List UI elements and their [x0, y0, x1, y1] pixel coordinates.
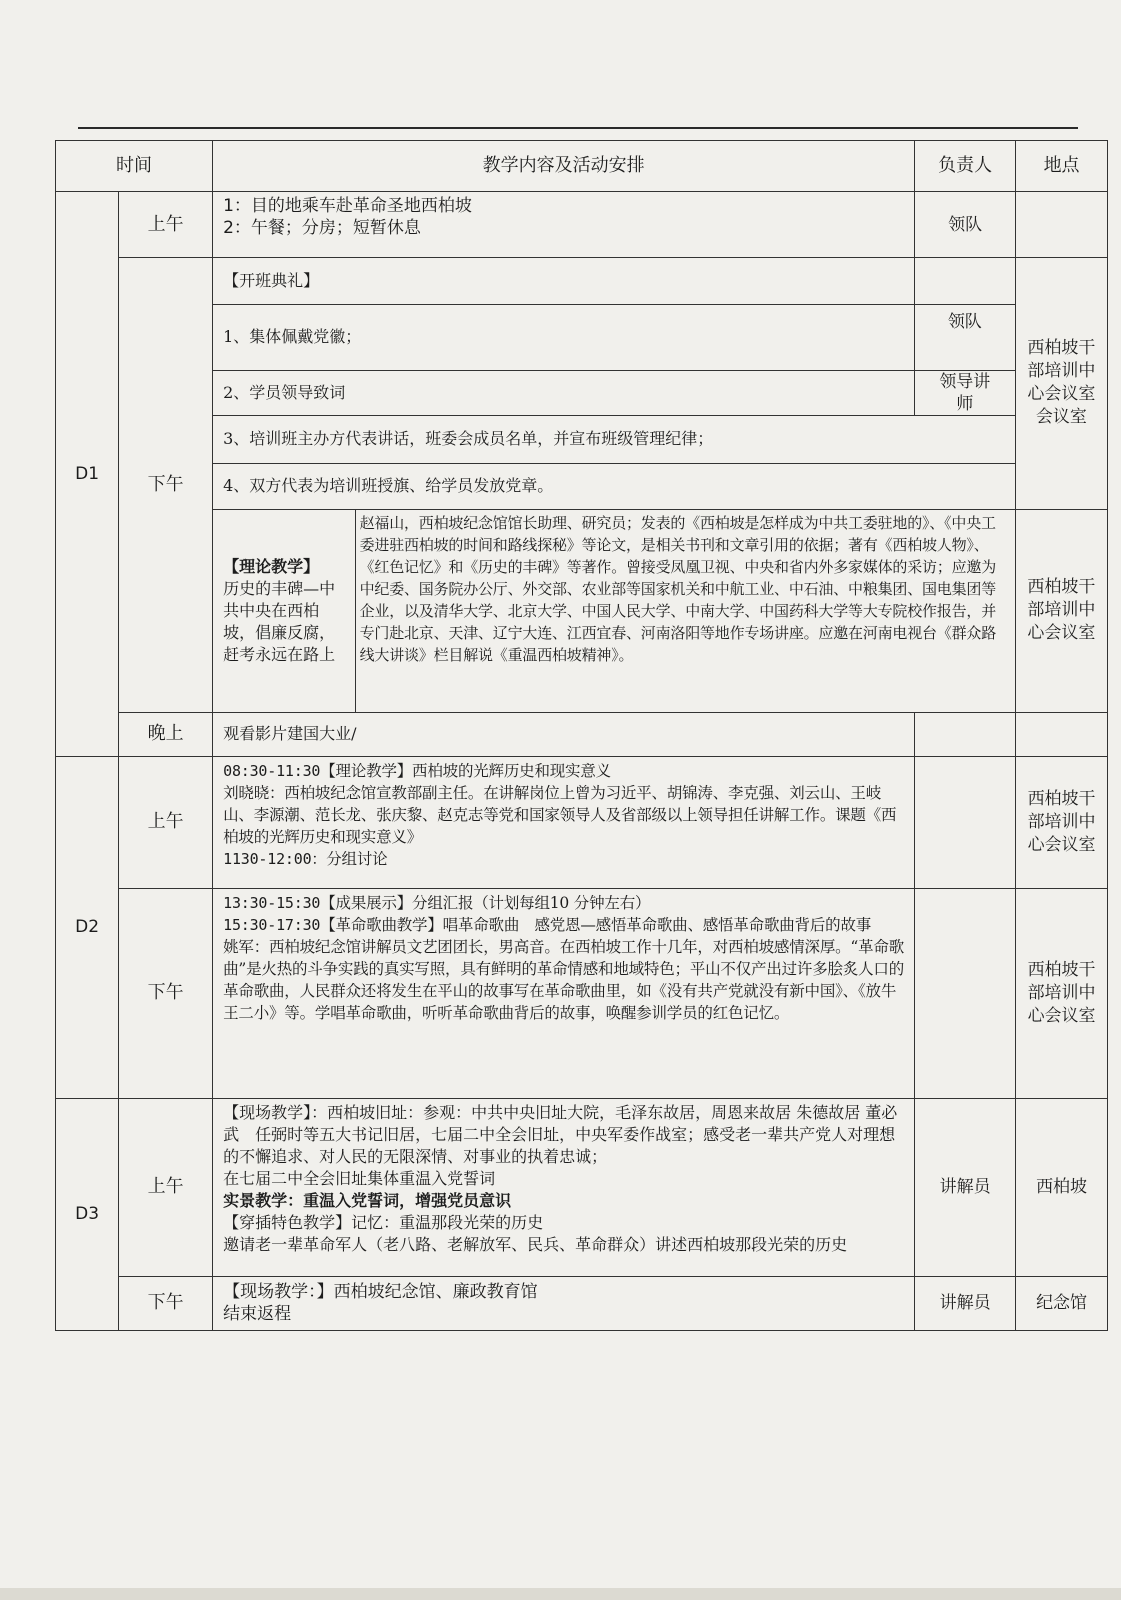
top-rule: [78, 127, 1078, 129]
table-row: [56, 712, 1108, 756]
ceremony-item-2: 2、学员领导致词: [213, 370, 914, 415]
d2-morning-bio: 刘晓晓：西柏坡纪念馆宣教部副主任。在讲解岗位上曾为习近平、胡锦涛、李克强、刘云山、王岐山、李源潮、范长龙、张庆黎、赵克志等党和国家领导人及省部级以上领导担任讲解工作。课题《西柏坡的光辉历史和现实意义》: [223, 783, 897, 846]
theory-title: 【理论教学】: [223, 556, 320, 576]
d2-afternoon-title-2: 【革命歌曲教学】唱革命歌曲 感党恩—感悟革命歌曲、感悟革命歌曲背后的故事: [320, 915, 872, 934]
table-header-row: [56, 141, 1108, 192]
header-time: 时间: [56, 141, 213, 192]
table-row: [56, 756, 1108, 888]
d2-afternoon-bio: 姚军：西柏坡纪念馆讲解员文艺团团长，男高音。在西柏坡工作十几年，对西柏坡感情深厚。“革命歌曲”是火热的斗争实践的真实写照，具有鲜明的革命情感和地域特色；平山不仅产出过许多脍炙人口的革命歌曲，人民群众还将发生在平山的故事写在革命歌曲里，如《没有共产党就没有新中国》、《放牛王二小》等。学唱革命歌曲，听听革命歌曲背后的故事，唤醒参训学员的红色记忆。: [223, 937, 905, 1022]
d2-morning-time-2: 1130-12:00：: [223, 849, 327, 868]
theory-inner: [213, 510, 1015, 712]
theory-label: [213, 510, 355, 712]
ceremony-item-1: 1、集体佩戴党徽；: [213, 304, 914, 370]
d1-morning-location: [1016, 192, 1108, 258]
period-label: 上午: [119, 756, 213, 888]
day-label-d2: D2: [56, 756, 119, 1098]
table-row: [56, 258, 1108, 713]
d3-morning-visit: 【现场教学】：西柏坡旧址：参观：中共中央旧址大院，毛泽东故居，周恩来故居 朱德故居 董必武 任弼时等五大书记旧居，七届二中全会旧址，中央军委作战室；感受老一辈共产党人对理想的不懈追求、对人民的无限深情、对事业的执着忠诚；: [223, 1102, 898, 1166]
d3-morning-feature: 【穿插特色教学】记忆：重温那段光荣的历史: [223, 1212, 544, 1232]
period-label: 下午: [119, 888, 213, 1098]
table-row: [56, 888, 1108, 1098]
period-label: 下午: [119, 1276, 213, 1330]
empty-cell: [914, 258, 1015, 304]
d2-morning-session-1: [223, 760, 906, 782]
d2-afternoon-time-2: 15:30-17:30: [223, 915, 321, 934]
empty-cell: [915, 712, 1016, 756]
header-location: 地点: [1016, 141, 1108, 192]
d2-morning-title-1: 【理论教学】西柏坡的光辉历史和现实意义: [320, 761, 611, 780]
ceremony-item-3: 3、培训班主办方代表讲话，班委会成员名单，并宣布班级管理纪律；: [213, 415, 1015, 463]
day-label-d1: D1: [56, 192, 119, 757]
d2-morning-session-2: [223, 848, 906, 870]
d1-afternoon-resp-1: 领队: [914, 304, 1015, 370]
d3-morning-real-scene: 实景教学：重温入党誓词，增强党员意识: [223, 1190, 512, 1210]
table-row: [56, 192, 1108, 258]
d3-afternoon-line-1: 【现场教学：】西柏坡纪念馆、廉政教育馆: [223, 1282, 538, 1302]
d3-afternoon-content: [213, 1276, 915, 1330]
d1-morning-responsible: 领队: [915, 192, 1016, 258]
d1-evening-content: 观看影片建国大业/: [213, 712, 915, 756]
theory-block: [213, 509, 1015, 712]
table-row: [56, 1098, 1108, 1276]
d2-afternoon-location: 西柏坡干部培训中心会议室: [1016, 888, 1108, 1098]
empty-cell: [1016, 712, 1108, 756]
d1-afternoon-block: [213, 258, 1108, 713]
d1-morning-content: [213, 192, 915, 258]
d3-afternoon-line-2: 结束返程: [223, 1304, 292, 1324]
ceremony-item-4: 4、双方代表为培训班授旗、给学员发放党章。: [213, 463, 1015, 509]
d2-morning-location: 西柏坡干部培训中心会议室: [1016, 756, 1108, 888]
d3-morning-location: 西柏坡: [1016, 1098, 1108, 1276]
d2-afternoon-session-2: [223, 914, 906, 936]
d3-afternoon-location: 纪念馆: [1016, 1276, 1108, 1330]
d3-morning-oath: 在七届二中全会旧址集体重温入党誓词: [223, 1168, 496, 1188]
d2-afternoon-time-1: 13:30-15:30: [223, 893, 321, 912]
d1-afternoon-location-2: 西柏坡干部培训中心会议室: [1015, 509, 1107, 712]
period-label: 晚上: [119, 712, 213, 756]
d2-morning-time-1: 08:30-11:30: [223, 761, 321, 780]
period-label: 上午: [119, 192, 213, 258]
empty-cell: [915, 888, 1016, 1098]
d1-afternoon-inner: [213, 258, 1107, 712]
period-label: 上午: [119, 1098, 213, 1276]
d2-afternoon-session-1: [223, 892, 906, 914]
empty-cell: [915, 756, 1016, 888]
day-label-d3: D3: [56, 1098, 119, 1330]
ceremony-title: 【开班典礼】: [213, 258, 914, 304]
d2-morning-title-2: 分组讨论: [326, 849, 388, 868]
d3-morning-responsible: 讲解员: [915, 1098, 1016, 1276]
schedule-table: [55, 140, 1108, 1331]
header-responsible: 负责人: [915, 141, 1016, 192]
table-row: [56, 1276, 1108, 1330]
header-content: 教学内容及活动安排: [213, 141, 915, 192]
d1-afternoon-resp-2: 领导讲师: [914, 370, 1015, 415]
theory-topic: 历史的丰碑—中共中央在西柏坡，倡廉反腐，赶考永远在路上: [223, 578, 336, 664]
d2-afternoon-title-1: 【成果展示】分组汇报（计划每组10 分钟左右）: [320, 893, 651, 912]
d1-afternoon-location-1: 西柏坡干部培训中心会议室会议室: [1015, 258, 1107, 509]
lecturer-bio: 赵福山，西柏坡纪念馆馆长助理、研究员；发表的《西柏坡是怎样成为中共工委驻地的》、《中央工委进驻西柏坡的时间和路线探秘》等论文，是相关书刊和文章引用的依据；著有《西柏坡人物》、《红色记忆》和《历史的丰碑》等著作。曾接受凤凰卫视、中央和省内外多家媒体的采访；应邀为中纪委、国务院办公厅、外交部、农业部等国家机关和中航工业、中石油、中粮集团、国电集团等企业，以及清华大学、北京大学、中国人民大学、中南大学、中国药科大学等大专院校作报告，并专门赴北京、天津、辽宁大连、江西宜春、河南洛阳等地作专场讲座。应邀在河南电视台《群众路线大讲谈》栏目解说《重温西柏坡精神》。: [355, 510, 1015, 712]
page-bottom-edge: [0, 1588, 1121, 1600]
d1-morning-line-1: 1：目的地乘车赴革命圣地西柏坡: [223, 196, 472, 216]
d3-morning-content: [213, 1098, 915, 1276]
d2-afternoon-content: [213, 888, 915, 1098]
d1-morning-line-2: 2：午餐；分房；短暂休息: [223, 218, 421, 238]
d2-morning-content: [213, 756, 915, 888]
d3-morning-invite: 邀请老一辈革命军人（老八路、老解放军、民兵、革命群众）讲述西柏坡那段光荣的历史: [223, 1234, 848, 1254]
d3-afternoon-responsible: 讲解员: [915, 1276, 1016, 1330]
period-label: 下午: [119, 258, 213, 713]
